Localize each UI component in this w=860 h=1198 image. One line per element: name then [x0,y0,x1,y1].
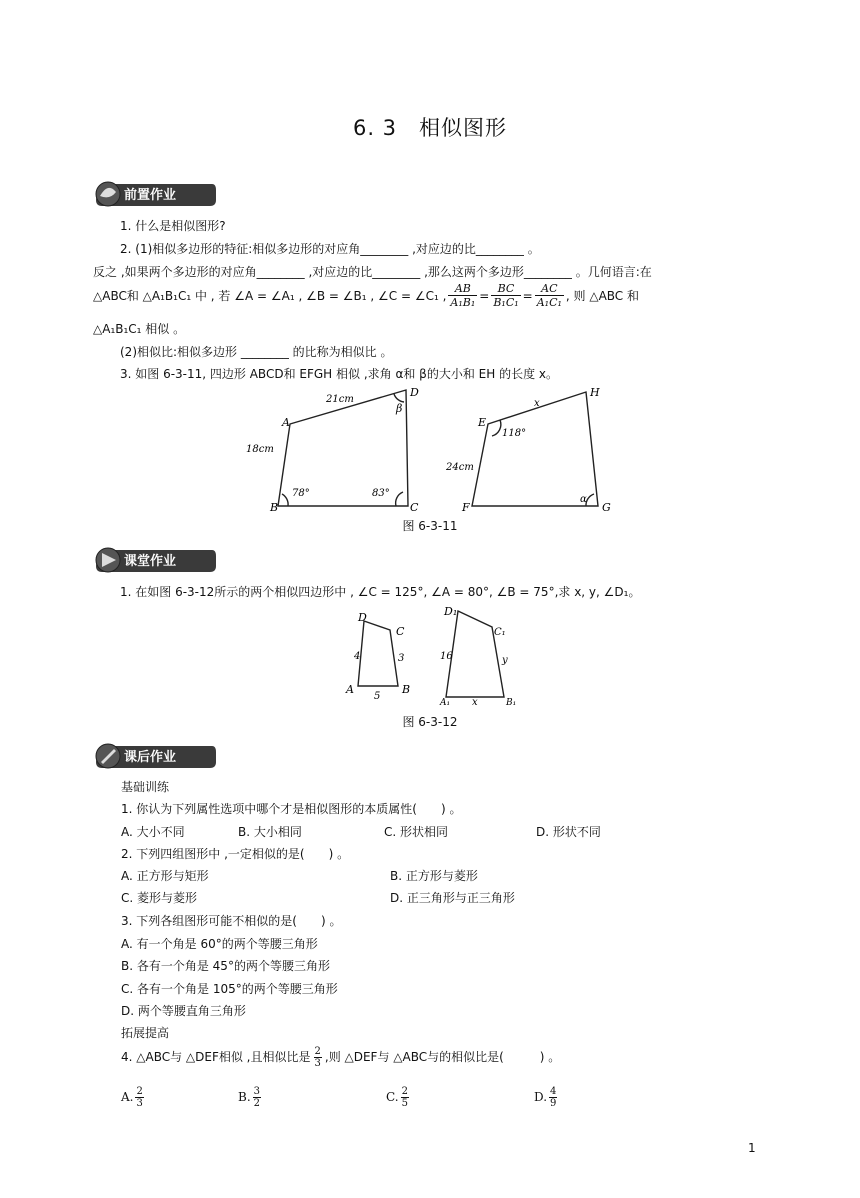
label-3: 3 [398,653,405,664]
label-x: x [472,697,478,708]
after-q4-opt-c: C. 2 5 [386,1086,408,1109]
pre-q2-part2: (2)相似比:相似多边形 ________ 的比称为相似比 。 [120,345,393,359]
pre-q2-line1: 2. (1)相似多边形的特征:相似多边形的对应角________ ,对应边的比________ 。 [120,242,540,256]
label-18cm: 18cm [246,444,274,455]
label-78: 78° [292,488,310,499]
label-y: y [502,655,508,666]
after-q2-opt-c: C. 菱形与菱形 [121,891,198,905]
after-basic-heading: 基础训练 [121,780,170,794]
after-q1-opt-b: B. 大小相同 [238,825,302,839]
label-d1: D₁ [444,605,458,618]
label-alpha: α [580,494,587,505]
pre-q3: 3. 如图 6-3-11, 四边形 ABCD和 EFGH 相似 ,求角 α和 β的大小和 EH 的长度 x。 [120,367,558,381]
after-q4-opt-a: A. 2 3 [121,1086,143,1109]
after-q3-opt-a: A. 有一个角是 60°的两个等腰三角形 [121,937,318,951]
label-5: 5 [374,691,381,702]
after-q2-opt-b: B. 正方形与菱形 [390,869,478,883]
pre-q1: 1. 什么是相似图形? [120,219,226,233]
label-c: C [410,501,419,514]
section-label: 课后作业 [124,750,177,765]
label-e: E [478,416,487,429]
label-h: H [590,386,600,399]
page-title: 6. 3 相似图形 [352,116,508,140]
label-b1: B₁ [506,698,517,708]
section-header-class [92,544,217,574]
page-number: 1 [748,1141,756,1155]
pre-q2-line4: △A₁B₁C₁ 相似 。 [93,322,186,336]
class-q1: 1. 在如图 6-3-12所示的两个相似四边形中 , ∠C = 125°, ∠A = 80°, ∠B = 75°,求 x, y, ∠D₁。 [120,585,641,599]
label-c: C [396,625,405,638]
after-q3-opt-b: B. 各有一个角是 45°的两个等腰三角形 [121,959,330,973]
after-q3: 3. 下列各组图形可能不相似的是( ) 。 [121,914,342,928]
pre-q2-line2: 反之 ,如果两个多边形的对应角________ ,对应边的比________ ,那么这两个多边形________ 。几何语言:在 [93,265,652,279]
label-d: D [358,611,367,624]
pre-q2-line3-a: △ABC和 △A₁B₁C₁ 中 , 若 ∠A = ∠A₁ , ∠B = ∠B₁ , ∠C = ∠C₁ , [93,288,447,303]
figure-6-3-12 [340,603,540,708]
after-q3-opt-c: C. 各有一个角是 105°的两个等腰三角形 [121,982,338,996]
section-header-after [92,740,217,770]
label-21cm: 21cm [326,394,354,405]
label-24cm: 24cm [446,462,474,473]
after-q1-opt-a: A. 大小不同 [121,825,185,839]
label-a: A [282,416,290,429]
pre-q2-line3-b: , 则 △ABC 和 [565,288,640,303]
pre-q2-line3: △ABC和 △A₁B₁C₁ 中 , 若 ∠A = ∠A₁ , ∠B = ∠B₁ , ∠C = ∠C₁ , $\frac{AB}{\text{A₁B₁}}$ = $\frac{BC}{\text{B₁C₁}}$ = $\frac{AC}{\text{A₁C₁}}$ , 则 △ABC 和 [93,282,640,309]
label-a1: A₁ [440,698,451,708]
label-c1: C₁ [494,627,506,638]
after-q4-opt-d: D. 4 9 [534,1086,557,1109]
label-b: B [270,501,279,514]
label-a: A [346,683,354,696]
label-4: 4 [354,651,361,662]
section-header-pre [92,178,217,208]
fraction-bc: $\frac{BC}{\text{B₁C₁}}$ [493,282,519,309]
fraction-ab: $\frac{AB}{\text{A₁B₁}}$ [450,282,476,309]
after-q4 [121,1046,560,1069]
label-d: D [410,386,419,399]
figure-caption-6-3-12: 图 6-3-12 [402,715,458,729]
after-q4-opt-b: B. 3 2 [238,1086,261,1109]
after-q4-a: 4. △ABC与 △DEF相似 ,且相似比是 [121,1050,311,1065]
label-118: 118° [502,428,527,439]
label-g: G [602,501,611,514]
figure-caption-6-3-11: 图 6-3-11 [402,519,458,533]
fraction-ac: $\frac{AC}{\text{A₁C₁}}$ [536,282,562,309]
after-q1-opt-c: C. 形状相同 [384,825,449,839]
label-b: B [402,683,411,696]
fraction-two-thirds: 2 3 [314,1046,321,1069]
after-q1: 1. 你认为下列属性选项中哪个才是相似图形的本质属性( ) 。 [121,802,462,816]
label-x: x [534,398,540,409]
after-q1-opt-d: D. 形状不同 [536,825,601,839]
label-f: F [462,501,470,514]
label-83: 83° [372,488,390,499]
figure-6-3-11 [230,384,860,519]
after-q2: 2. 下列四组图形中 ,一定相似的是( ) 。 [121,847,350,861]
after-q2-opt-d: D. 正三角形与正三角形 [390,891,515,905]
after-q2-opt-a: A. 正方形与矩形 [121,869,209,883]
label-16: 16 [440,651,453,662]
section-label: 课堂作业 [124,554,177,569]
after-q4-b: ,则 △DEF与 △ABC与的相似比是( ) 。 [324,1050,561,1065]
label-beta: β [396,402,403,415]
after-extend-heading: 拓展提高 [121,1026,170,1040]
after-q3-opt-d: D. 两个等腰直角三角形 [121,1004,246,1018]
section-label: 前置作业 [124,188,177,203]
